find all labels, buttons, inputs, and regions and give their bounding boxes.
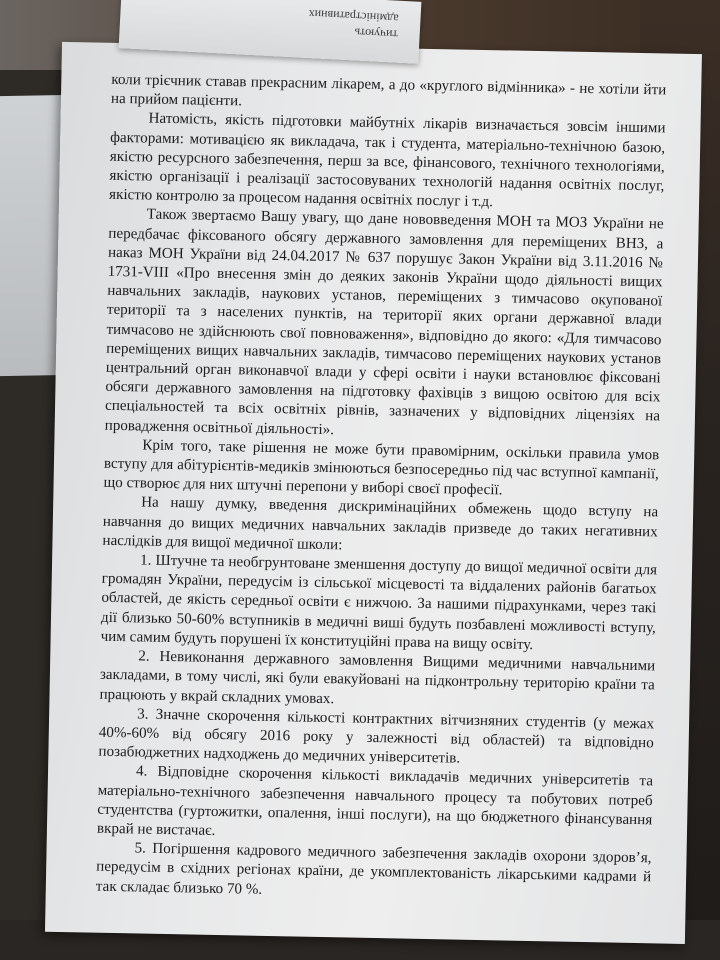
document-page [45,42,702,944]
document-body [96,71,667,907]
flap-line-2: адміністративних [308,7,399,26]
paragraph-quality-factors: Натомість, якість підготовки майбутніх лікарів визначається зовсім іншими факторами: мотивацією як викладача, так і студента, матеріально-технічною базою, якістю ресурсного забезпечення, перш за все, фінансового, технічного технологіями, якістю організації і реалізації застосовуваних технологій надання освітніх послуг, якістю контролю за процесом надання освітніх послуг і т.д. [108,110,666,211]
paragraph-continuation: коли трієчник ставав прекрасним лікарем, а до «круглого відмінника» - не хотіли йти на прийом пацієнти. [110,71,667,110]
paragraph-admission-rules: Крім того, таке рішення не може бути правомірним, оскільки правила умов вступу для абітурієнтів-медиків змінюються безпосередньо під час вступної кампанії, що створює для них штучні перепони у виборі своєї професії. [103,437,660,499]
paragraph-law-violation: Також звертаємо Вашу увагу, що дане нововведення МОН та МОЗ України не передбачає фіксованого обсягу державного замовлення для переміщених ВНЗ, а наказ МОН України від 24.04.2017 № 637 порушує Закон України від 3.11.2016 № 1731-VIII «Про внесення змін до деяких законів України щодо діяльності вищих навчальних закладів, наукових установ, переміщених з тимчасово окупованої території та з населених пунктів, на території яких органи державної влади тимчасово не здійснюють свої повноваження», відповідно до якого: «Для тимчасово переміщених вищих навчальних закладів, тимчасово переміщених наукових установ центральний орган виконавчої влади у сфері освіти і науки встановлює фіксовані обсяги державного замовлення на підготовку фахівців з вищою освітою для всіх спеціальностей та всіх освітніх рівнів, зазначених у відповідних ліцензіях на провадження освітньої діяльності». [104,206,664,438]
list-item-1: 1. Штучне та необгрунтоване зменшення доступу до вищої медичної освіти для громадян України, передусім із сільської місцевості та віддалених районів багатьох областей, де якість середньої освіти є нижчою. За нашими підрахунками, через такі дії близько 50-60% вступників в медичні виші будуть позбавлені можливості вступу, чим самим будуть порушені їх конституційні права на вищу освіту. [100,552,658,653]
list-item-3: 3. Значне скорочення кількості контрактних вітчизняних студентів (у межах 40%-60% від обсягу 2016 року у залежності від областей) та відповідно позабюджетних надходжень до медичних університетів. [98,706,655,767]
paragraph-consequences-intro: На нашу думку, введення дискримінаційних обмежень щодо вступу на навчання до вищих медичних навчальних закладів призведе до таких негативних наслідків для вищої медичної школи: [102,494,659,554]
list-item-4: 4. Відповідне скорочення кількості викладачів медичних університетів та матеріально-технічного забезпечення навчального процесу та побутових потреб студентства (гуртожитки, опалення, інші послуги), на що бюджетного фінансування вкрай не вистачає. [96,763,654,839]
list-item-2: 2. Невиконання державного замовлення Вищими медичними навчальними закладами, в тому числі, які були евакуйовані на підконтрольну територію країни та працюють у вкрай складних умовах. [99,648,656,707]
flap-line-1: тичують [354,25,399,42]
flap-text [307,6,399,43]
list-item-5: 5. Погіршення кадрового медичного забезпечення закладів охорони здоров’я, передусім в східних регіонах країни, де укомплектованість лікарськими кадрами й так складає близько 70 %. [95,840,652,898]
